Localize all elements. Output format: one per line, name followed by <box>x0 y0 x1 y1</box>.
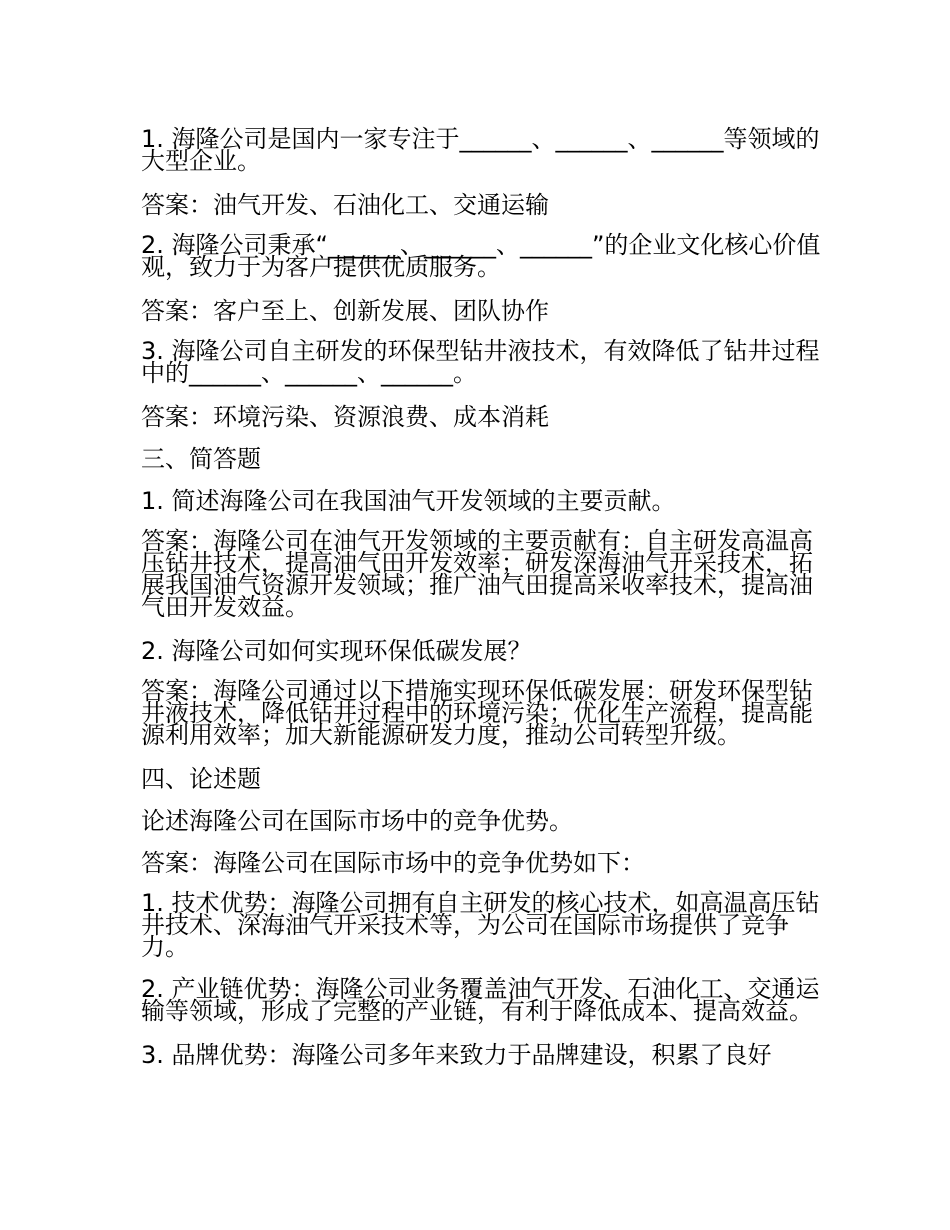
answer-essay-intro: 答案：海隆公司在国际市场中的竞争优势如下： <box>141 849 645 877</box>
answer-fill-3: 答案：环境污染、资源浪费、成本消耗 <box>141 403 549 431</box>
answer-essay-point-2: 2. 产业链优势：海隆公司业务覆盖油气开发、石油化工、交通运输等领域，形成了完整的产业链，有利于降低成本、提高效益。 <box>141 975 820 1025</box>
section-heading-short-answer: 三、简答题 <box>141 445 261 473</box>
answer-short-1: 答案：海隆公司在油气开发领域的主要贡献有：自主研发高温高压钻井技术，提高油气田开发效率；研发深海油气开采技术，拓展我国油气资源开发领域；推广油气田提高采收率技术，提高油气田开发效益。 <box>141 527 813 621</box>
section-heading-essay: 四、论述题 <box>141 765 261 793</box>
question-fill-3: 3. 海隆公司自主研发的环保型钻井液技术，有效降低了钻井过程中的______、______、______。 <box>141 337 820 387</box>
question-short-1: 1. 简述海隆公司在我国油气开发领域的主要贡献。 <box>141 487 676 515</box>
question-fill-1: 1. 海隆公司是国内一家专注于______、______、______等领域的大型企业。 <box>141 125 820 175</box>
question-fill-2: 2. 海隆公司秉承“______、______、______”的企业文化核心价值观，致力于为客户提供优质服务。 <box>141 231 821 281</box>
document-body <box>141 125 821 1084</box>
answer-fill-2: 答案：客户至上、创新发展、团队协作 <box>141 297 549 325</box>
answer-fill-1: 答案：油气开发、石油化工、交通运输 <box>141 191 549 219</box>
answer-essay-point-3: 3. 品牌优势：海隆公司多年来致力于品牌建设，积累了良好 <box>141 1041 772 1069</box>
question-short-2: 2. 海隆公司如何实现环保低碳发展？ <box>141 637 532 665</box>
question-essay: 论述海隆公司在国际市场中的竞争优势。 <box>141 807 573 835</box>
answer-essay-point-1: 1. 技术优势：海隆公司拥有自主研发的核心技术，如高温高压钻井技术、深海油气开采技术等，为公司在国际市场提供了竞争力。 <box>141 889 820 961</box>
answer-short-2: 答案：海隆公司通过以下措施实现环保低碳发展：研发环保型钻井液技术，降低钻井过程中的环境污染；优化生产流程，提高能源利用效率；加大新能源研发力度，推动公司转型升级。 <box>141 677 813 749</box>
